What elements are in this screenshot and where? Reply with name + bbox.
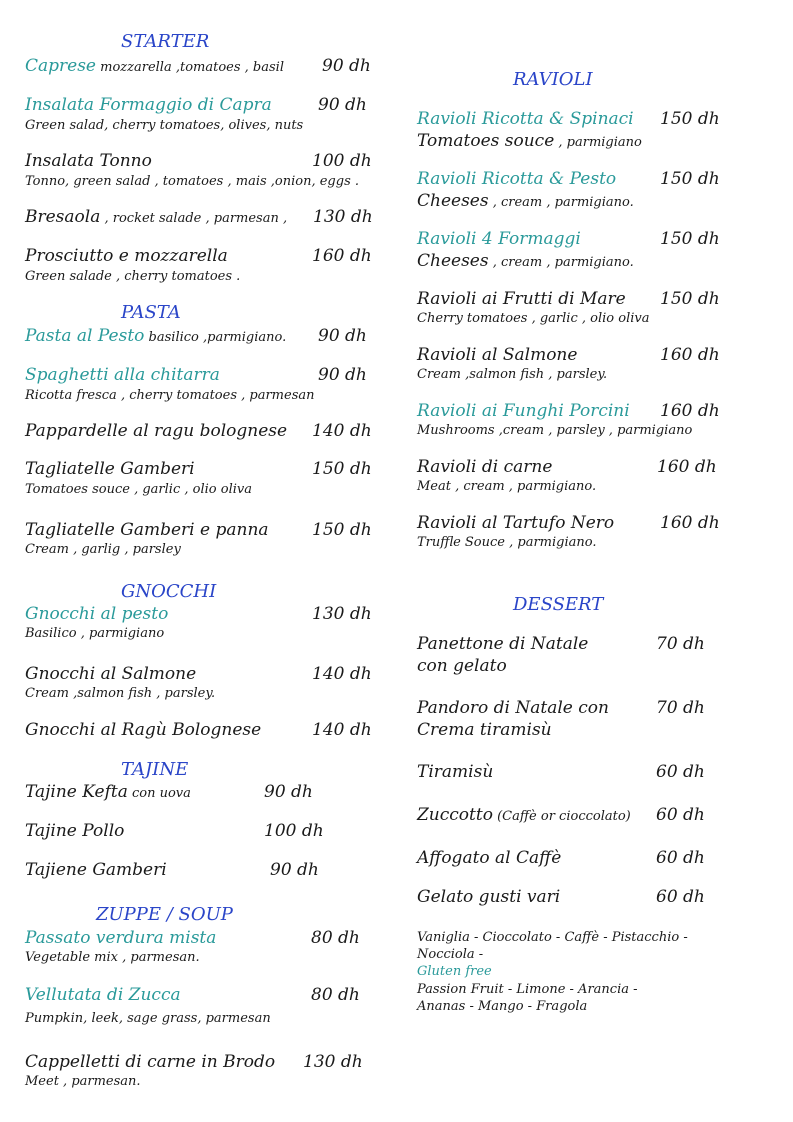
section-title-tajine: TAJINE bbox=[121, 759, 189, 780]
menu-item-name: Ravioli di carne bbox=[417, 457, 553, 477]
menu-item-price: 90 dh bbox=[318, 95, 367, 115]
menu-item-desc: Cream ,salmon fish , parsley. bbox=[417, 367, 608, 382]
gelato-flavors: Nocciola - bbox=[417, 947, 484, 962]
menu-item-price: 150 dh bbox=[660, 289, 720, 309]
menu-item-price: 150 dh bbox=[312, 459, 372, 479]
section-title-dessert: DESSERT bbox=[513, 594, 604, 615]
menu-item-name: Affogato al Caffè bbox=[417, 848, 562, 868]
menu-item-price: 160 dh bbox=[657, 457, 717, 477]
section-title-starter: STARTER bbox=[121, 31, 210, 52]
gelato-flavors: Vaniglia - Cioccolato - Caffè - Pistacchio - bbox=[417, 930, 688, 945]
menu-item-price: 130 dh bbox=[313, 207, 373, 227]
menu-item-desc: Tonno, green salad , tomatoes , mais ,onion, eggs . bbox=[25, 174, 360, 189]
menu-item-price: 150 dh bbox=[660, 169, 720, 189]
section-title-gnocchi: GNOCCHI bbox=[121, 581, 217, 602]
menu-item-name: Tagliatelle Gamberi e panna bbox=[25, 520, 269, 540]
menu-item-price: 140 dh bbox=[312, 720, 372, 740]
menu-item-name: Pandoro di Natale con bbox=[417, 698, 609, 718]
menu-item-price: 130 dh bbox=[312, 604, 372, 624]
menu-item-price: 150 dh bbox=[660, 229, 720, 249]
menu-item-name: Gnocchi al Salmone bbox=[25, 664, 197, 684]
menu-item-price: 90 dh bbox=[322, 56, 371, 76]
section-title-ravioli: RAVIOLI bbox=[513, 69, 593, 90]
menu-item-price: 60 dh bbox=[656, 762, 705, 782]
menu-item-name: Tagliatelle Gamberi bbox=[25, 459, 195, 479]
menu-item-name: Pappardelle al ragu bolognese bbox=[25, 421, 288, 441]
menu-item-name: Tajine Pollo bbox=[25, 821, 125, 841]
menu-item-price: 160 dh bbox=[660, 345, 720, 365]
menu-item-price: 80 dh bbox=[311, 985, 360, 1005]
section-title-pasta: PASTA bbox=[121, 302, 181, 323]
menu-item-desc: Green salad, cherry tomatoes, olives, nuts bbox=[25, 118, 304, 133]
menu-item-name: Ravioli al Tartufo Nero bbox=[417, 513, 615, 533]
menu-item-name: Gelato gusti vari bbox=[417, 887, 561, 907]
menu-item-desc: Truffle Souce , parmigiano. bbox=[417, 535, 597, 550]
menu-item-price: 60 dh bbox=[656, 848, 705, 868]
menu-item-name: Prosciutto e mozzarella bbox=[25, 246, 228, 266]
menu-item-desc: Tomatoes souce , garlic , olio oliva bbox=[25, 482, 252, 497]
menu-item-name: Caprese mozzarella ,tomatoes , basil bbox=[25, 56, 284, 76]
menu-item-desc: Meet , parmesan. bbox=[25, 1074, 141, 1089]
menu-item-price: 100 dh bbox=[312, 151, 372, 171]
menu-item-price: 100 dh bbox=[264, 821, 324, 841]
menu-item-price: 160 dh bbox=[312, 246, 372, 266]
menu-item-name: Panettone di Natale bbox=[417, 634, 589, 654]
menu-item-name: Ravioli ai Frutti di Mare bbox=[417, 289, 626, 309]
menu-item-price: 90 dh bbox=[270, 860, 319, 880]
menu-item-price: 140 dh bbox=[312, 664, 372, 684]
menu-item-desc: Ricotta fresca , cherry tomatoes , parmesan bbox=[25, 388, 315, 403]
menu-item-desc: Vegetable mix , parmesan. bbox=[25, 950, 200, 965]
menu-item-price: 160 dh bbox=[660, 401, 720, 421]
menu-item-desc: Cherry tomatoes , garlic , olio oliva bbox=[417, 311, 650, 326]
menu-item-name: Cappelletti di carne in Brodo bbox=[25, 1052, 276, 1072]
menu-item-name: Insalata Tonno bbox=[25, 151, 152, 171]
menu-item-desc: Pumpkin, leek, sage grass, parmesan bbox=[25, 1011, 271, 1026]
menu-item-desc: Cheeses , cream , parmigiano. bbox=[417, 251, 634, 271]
menu-item-desc: Cheeses , cream , parmigiano. bbox=[417, 191, 634, 211]
menu-item-name: Ravioli ai Funghi Porcini bbox=[417, 401, 630, 421]
menu-item-price: 60 dh bbox=[656, 805, 705, 825]
menu-item-price: 70 dh bbox=[656, 634, 705, 654]
menu-item-name: Zuccotto (Caffè or cioccolato) bbox=[417, 805, 631, 825]
gelato-flavors: Ananas - Mango - Fragola bbox=[417, 999, 588, 1014]
menu-item-price: 80 dh bbox=[311, 928, 360, 948]
menu-item-name: Bresaola , rocket salade , parmesan , bbox=[25, 207, 288, 227]
menu-item-name: Ravioli Ricotta & Spinaci bbox=[417, 109, 634, 129]
menu-item-price: 150 dh bbox=[660, 109, 720, 129]
section-title-zuppe: ZUPPE / SOUP bbox=[96, 904, 233, 925]
menu-item-price: 90 dh bbox=[318, 326, 367, 346]
menu-item-desc: Mushrooms ,cream , parsley , parmigiano bbox=[417, 423, 693, 438]
menu-item-name: Ravioli Ricotta & Pesto bbox=[417, 169, 617, 189]
menu-item-name: Tajiene Gamberi bbox=[25, 860, 167, 880]
menu-item-name: Ravioli 4 Formaggi bbox=[417, 229, 581, 249]
menu-item-name: Gnocchi al Ragù Bolognese bbox=[25, 720, 262, 740]
menu-item-name: Vellutata di Zucca bbox=[25, 985, 181, 1005]
menu-item-desc: Green salade , cherry tomatoes . bbox=[25, 269, 241, 284]
menu-item-desc: Meat , cream , parmigiano. bbox=[417, 479, 597, 494]
menu-item-desc: Cream ,salmon fish , parsley. bbox=[25, 686, 216, 701]
gluten-free-label: Gluten free bbox=[417, 964, 492, 979]
menu-item-name-line2: con gelato bbox=[417, 656, 507, 676]
menu-item-price: 70 dh bbox=[656, 698, 705, 718]
menu-item-name: Ravioli al Salmone bbox=[417, 345, 578, 365]
menu-item-name: Gnocchi al pesto bbox=[25, 604, 169, 624]
menu-item-desc: Basilico , parmigiano bbox=[25, 626, 165, 641]
menu-item-price: 60 dh bbox=[656, 887, 705, 907]
menu-item-price: 90 dh bbox=[264, 782, 313, 802]
menu-item-name: Passato verdura mista bbox=[25, 928, 217, 948]
menu-item-desc: Cream , garlig , parsley bbox=[25, 542, 181, 557]
gelato-flavors: Passion Fruit - Limone - Arancia - bbox=[417, 982, 638, 997]
menu-item-name: Insalata Formaggio di Capra bbox=[25, 95, 272, 115]
menu-item-desc: Tomatoes souce , parmigiano bbox=[417, 131, 642, 151]
menu-item-name-line2: Crema tiramisù bbox=[417, 720, 552, 740]
menu-item-price: 130 dh bbox=[303, 1052, 363, 1072]
menu-item-name: Spaghetti alla chitarra bbox=[25, 365, 220, 385]
menu-item-price: 150 dh bbox=[312, 520, 372, 540]
menu-item-name: Tajine Kefta con uova bbox=[25, 782, 191, 802]
menu-item-name: Pasta al Pesto basilico ,parmigiano. bbox=[25, 326, 287, 346]
menu-item-price: 140 dh bbox=[312, 421, 372, 441]
menu-item-name: Tiramisù bbox=[417, 762, 494, 782]
menu-item-price: 160 dh bbox=[660, 513, 720, 533]
menu-item-price: 90 dh bbox=[318, 365, 367, 385]
